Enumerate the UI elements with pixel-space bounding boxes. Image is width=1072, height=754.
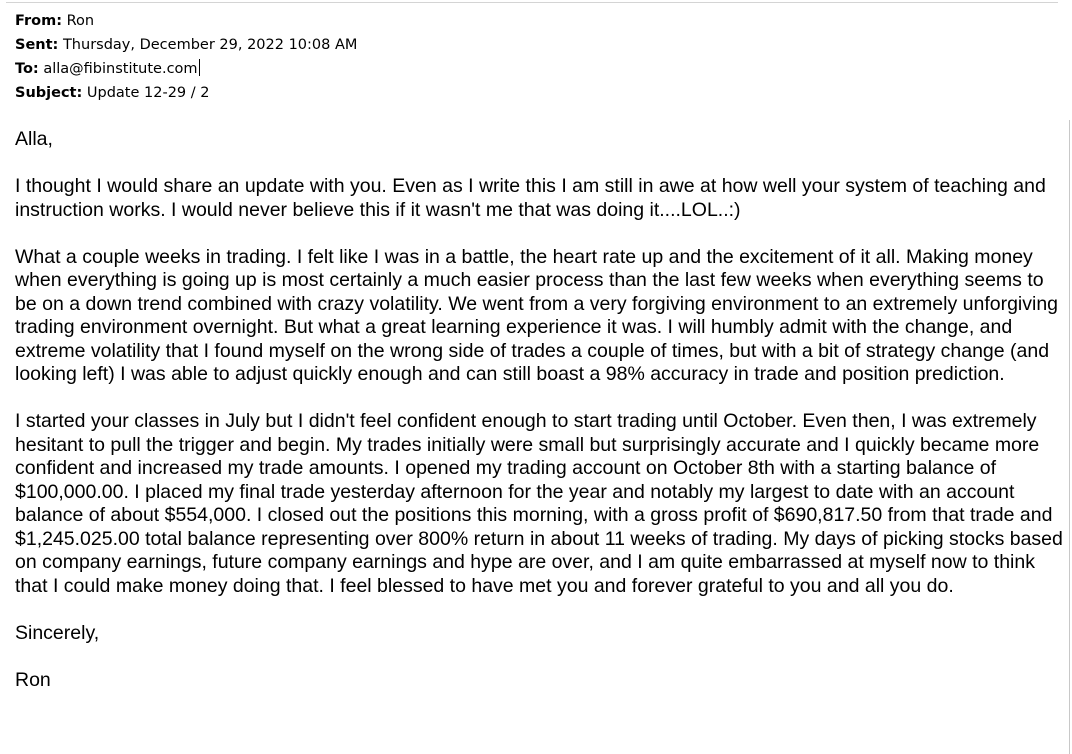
greeting: Alla, [15,128,53,150]
signature: Ron [15,668,51,691]
from-value: Ron [66,13,95,29]
subject-line [15,81,357,105]
sent-label: Sent: [15,37,59,53]
email-body [15,128,1065,692]
body-paragraph-1: I thought I would share an update with you. Even as I write this I am still in awe at how well your system of teaching and instruction works. I would never believe this if it wasn't me that was doing it....LOL..:) [15,175,1046,221]
sent-value: Thursday, December 29, 2022 10:08 AM [62,37,358,53]
subject-label: Subject: [15,85,83,101]
from-line [15,9,357,33]
email-headers [15,9,357,105]
closing: Sincerely, [15,621,100,644]
subject-value: Update 12-29 / 2 [86,85,210,101]
body-paragraph-3: I started your classes in July but I didn't feel confident enough to start trading until October. Even then, I was extremely hesitant to pull the trigger and begin. My trades initially were small but surprisingly accurate and I quickly became more confident and increased my trade amounts. I opened my trading account on October 8th with a starting balance of $100,000.00. I placed my final trade yesterday afternoon for the year and notably my largest to date with an account balance of about $554,000. I closed out the positions this morning, with a gross profit of $690,817.50 from that trade and $1,245.025.00 total balance representing over 800% return in about 11 weeks of trading. My days of picking stocks based on company earnings, future company earnings and hype are over, and I am quite embarrassed at myself now to think that I could make money doing that. I feel blessed to have met you and forever grateful to you and all you do. [15,410,1063,597]
to-value[interactable]: alla@fibinstitute.com [43,61,198,77]
to-line [15,57,357,81]
sent-line [15,33,357,57]
from-label: From: [15,13,62,29]
body-paragraph-2: What a couple weeks in trading. I felt like I was in a battle, the heart rate up and the excitement of it all. Making money when everything is going up is most certainly a much easier process than the last few weeks when everything seems to be on a down trend combined with crazy volatility. We went from a very forgiving environment to an extremely unforgiving trading environment overnight. But what a great learning experience it was. I will humbly admit with the change, and extreme volatility that I found myself on the wrong side of trades a couple of times, but with a bit of strategy change (and looking left) I was able to adjust quickly enough and can still boast a 98% accuracy in trade and position prediction. [15,245,1059,385]
header-divider [6,2,1058,3]
window-edge-divider [1069,120,1070,754]
to-label: To: [15,61,39,77]
text-cursor [199,59,200,76]
